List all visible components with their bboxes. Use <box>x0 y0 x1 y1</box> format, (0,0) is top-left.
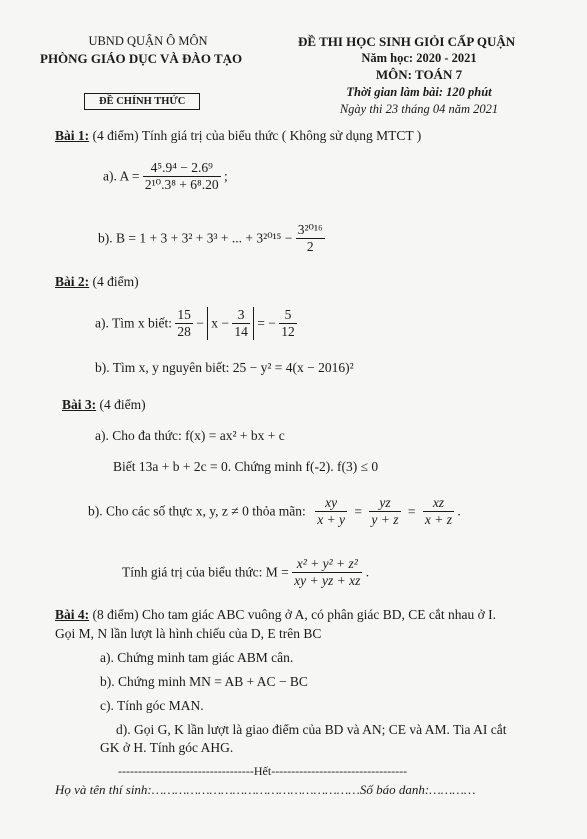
bai2-a-f1-num: 15 <box>177 307 191 322</box>
bai3-b <box>88 495 461 528</box>
bai3-b-f1-num: xy <box>315 495 347 512</box>
bai3-b-fraction-2 <box>369 495 400 528</box>
bai3-heading <box>62 397 146 413</box>
bai4-intro: (8 điểm) Cho tam giác ABC vuông ở A, có phân giác BD, CE cắt nhau ở I. <box>89 607 496 622</box>
bai3-b-f1-den: x + y <box>317 512 346 527</box>
bai3-a-line1: a). Cho đa thức: f(x) = ax² + bx + c <box>95 428 285 443</box>
bai2-intro: (4 điểm) <box>89 274 139 289</box>
bai3-intro: (4 điểm) <box>96 397 146 412</box>
bai1-a <box>103 160 228 193</box>
bai1-a-numerator: 4⁵.9⁴ − 2.6⁹ <box>143 160 221 177</box>
bai1-a-label: a). A = <box>103 168 140 184</box>
bai3-b-eq-1: = <box>354 503 363 519</box>
candidate-info: Họ và tên thí sinh:………………………………………………Số báo danh:………… <box>55 782 476 797</box>
bai3-b-f2-den: y + z <box>371 512 399 527</box>
bai2-a-abs-x: x − <box>211 315 229 331</box>
bai2-a-f3-den: 12 <box>281 324 295 339</box>
bai2-heading <box>55 274 139 290</box>
bai1-b <box>98 222 325 255</box>
bai3-m-label: Tính giá trị của biểu thức: M = <box>122 564 289 580</box>
bai2-a-label: a). Tìm x biết: <box>95 315 172 331</box>
bai3-b-end: . <box>457 503 461 519</box>
bai2-a-f2-num: 3 <box>232 307 250 324</box>
bai2-a-equals: = − <box>257 315 276 331</box>
bai1-a-end: ; <box>224 168 228 184</box>
bai2-a-f3-num: 5 <box>279 307 297 324</box>
bai2-b: b). Tìm x, y nguyên biết: 25 − y² = 4(x − 2016)² <box>95 360 354 375</box>
bai4-a: a). Chứng minh tam giác ABM cân. <box>100 650 294 665</box>
bai3-b-fraction-1 <box>315 495 347 528</box>
bai2-a-absolute <box>207 307 254 340</box>
bai2-a-f2-den: 14 <box>234 324 248 339</box>
bai4-b: b). Chứng minh MN = AB + AC − BC <box>100 674 308 689</box>
bai4-c: c). Tính góc MAN. <box>100 698 204 713</box>
bai4-title: Bài 4: <box>55 607 90 622</box>
bai1-b-denominator: 2 <box>306 239 314 254</box>
official-box: ĐỀ CHÍNH THỨC <box>84 93 200 110</box>
district-name: UBND QUẬN Ô MÔN <box>88 34 208 48</box>
school-year: Năm học: 2020 - 2021 <box>361 51 477 65</box>
bai1-b-fraction <box>296 222 325 255</box>
bai4-d1: d). Gọi G, K lần lượt là giao điểm của BD và AN; CE và AM. Tia AI cắt <box>116 722 507 737</box>
department-name: PHÒNG GIÁO DỤC VÀ ĐÀO TẠO <box>40 51 243 66</box>
bai3-b-label: b). Cho các số thực x, y, z ≠ 0 thỏa mãn: <box>88 503 306 519</box>
bai2-a-fraction-3 <box>279 307 297 340</box>
exam-date: Ngày thi 23 tháng 04 năm 2021 <box>339 102 499 116</box>
bai2-title: Bài 2: <box>55 274 90 289</box>
bai3-m <box>122 556 369 589</box>
bai4-d2: GK ở H. Tính góc AHG. <box>100 740 234 755</box>
bai1-b-numerator: 3²⁰¹⁶ <box>297 222 323 237</box>
bai3-b-eq-2: = <box>407 503 416 519</box>
exam-title: ĐỀ THI HỌC SINH GIỎI CẤP QUẬN <box>298 34 516 49</box>
bai3-b-f2-num: yz <box>369 495 400 512</box>
bai2-a <box>95 307 297 340</box>
subject: MÔN: TOÁN 7 <box>375 67 463 82</box>
bai3-b-f3-num: xz <box>423 495 454 512</box>
bai3-b-fraction-3 <box>423 495 454 528</box>
bai3-b-f3-den: x + z <box>424 512 452 527</box>
bai4-heading <box>55 607 496 623</box>
bai1-intro: (4 điểm) Tính giá trị của biểu thức ( Không sử dụng MTCT ) <box>89 128 422 143</box>
bai1-heading <box>55 128 421 144</box>
bai2-a-minus: − <box>196 315 204 331</box>
bai3-title: Bài 3: <box>62 397 97 412</box>
time-allowed: Thời gian làm bài: 120 phút <box>346 85 492 99</box>
bai3-m-num: x² + y² + z² <box>292 556 362 573</box>
bai3-m-fraction <box>292 556 362 589</box>
bai2-a-fraction-2 <box>232 307 250 340</box>
bai1-a-denominator: 2¹⁰.3⁸ + 6⁸.20 <box>144 177 219 192</box>
bai3-a-line2: Biết 13a + b + 2c = 0. Chứng minh f(-2). f(3) ≤ 0 <box>113 459 379 474</box>
bai1-b-label: b). B = 1 + 3 + 3² + 3³ + ... + 3²⁰¹⁵ − <box>98 230 293 246</box>
bai1-title: Bài 1: <box>55 128 90 143</box>
bai1-a-fraction <box>143 160 221 193</box>
bai3-m-den: xy + yz + xz <box>294 573 361 588</box>
bai3-m-end: . <box>365 564 370 580</box>
bai4-line2: Gọi M, N lần lượt là hình chiếu của D, E trên BC <box>55 626 322 641</box>
end-mark: ----------------------------------Hết---------------------------------- <box>118 764 408 778</box>
bai2-a-fraction-1 <box>175 307 193 340</box>
bai2-a-f1-den: 28 <box>177 324 191 339</box>
